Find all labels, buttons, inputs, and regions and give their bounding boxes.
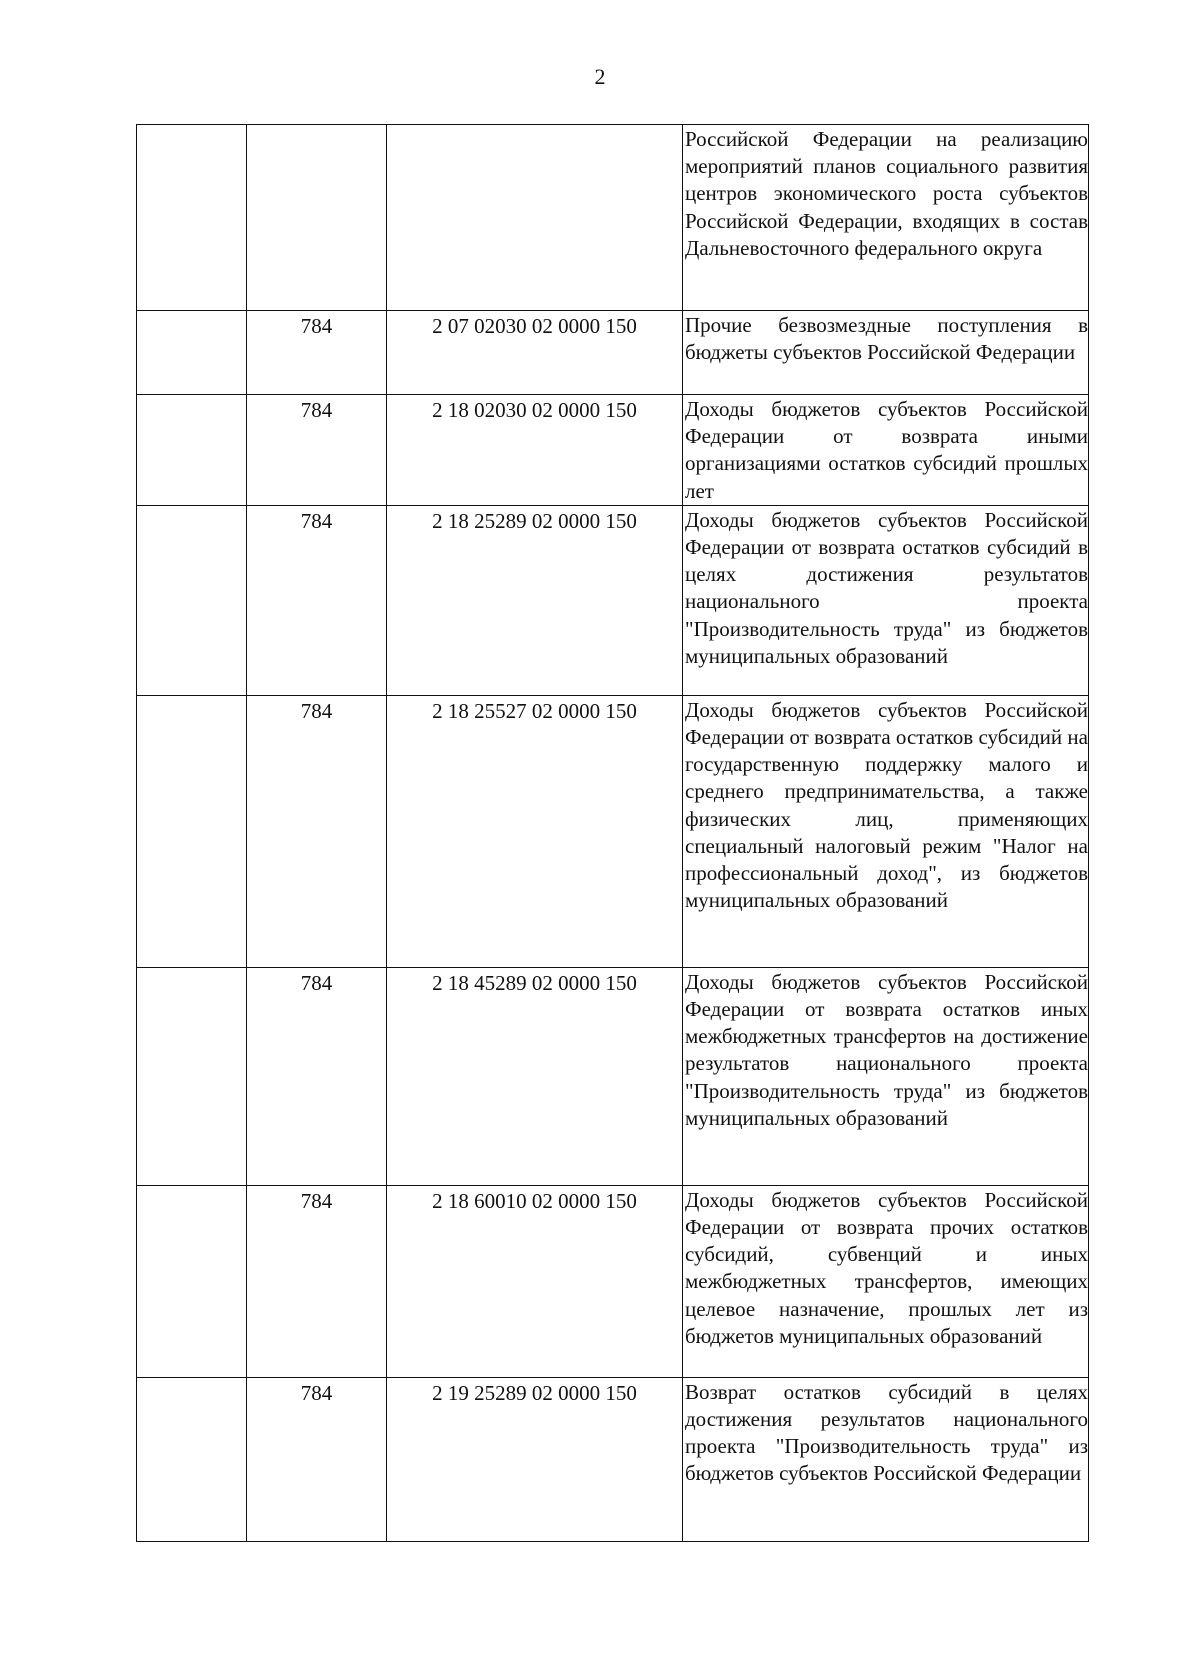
table-row <box>137 311 1089 395</box>
description-cell: Российской Федерации на реализацию мероприятий планов социального развития центров экономического роста субъектов Российской Федерации, входящих в состав Дальневосточного федерального округа <box>683 125 1089 311</box>
blank-cell <box>137 1185 247 1377</box>
kbk-code-cell: 2 18 25527 02 0000 150 <box>387 695 683 967</box>
description-cell: Доходы бюджетов субъектов Российской Федерации от возврата иными организациями остатков субсидий прошлых лет <box>683 395 1089 506</box>
admin-code-cell: 784 <box>247 505 387 695</box>
table-row <box>137 1185 1089 1377</box>
table-row <box>137 695 1089 967</box>
blank-cell <box>137 1377 247 1541</box>
kbk-code-cell: 2 18 60010 02 0000 150 <box>387 1185 683 1377</box>
kbk-code-cell: 2 19 25289 02 0000 150 <box>387 1377 683 1541</box>
blank-cell <box>137 695 247 967</box>
kbk-code-cell: 2 07 02030 02 0000 150 <box>387 311 683 395</box>
description-cell: Возврат остатков субсидий в целях достижения результатов национального проекта "Производительность труда" из бюджетов субъектов Российской Федерации <box>683 1377 1089 1541</box>
revenue-codes-table <box>136 124 1089 1542</box>
admin-code-cell: 784 <box>247 695 387 967</box>
kbk-code-cell: 2 18 02030 02 0000 150 <box>387 395 683 506</box>
kbk-code-cell <box>387 125 683 311</box>
table-row <box>137 395 1089 506</box>
admin-code-cell <box>247 125 387 311</box>
blank-cell <box>137 125 247 311</box>
admin-code-cell: 784 <box>247 395 387 506</box>
table-body <box>137 125 1089 1542</box>
admin-code-cell: 784 <box>247 1185 387 1377</box>
table-row <box>137 505 1089 695</box>
admin-code-cell: 784 <box>247 967 387 1185</box>
blank-cell <box>137 395 247 506</box>
blank-cell <box>137 505 247 695</box>
table-row <box>137 967 1089 1185</box>
table-row <box>137 1377 1089 1541</box>
description-cell: Доходы бюджетов субъектов Российской Федерации от возврата остатков субсидий в целях достижения результатов национального проекта "Производительность труда" из бюджетов муниципальных образований <box>683 505 1089 695</box>
page-number: 2 <box>594 64 606 89</box>
description-cell: Доходы бюджетов субъектов Российской Федерации от возврата остатков иных межбюджетных трансфертов на достижение результатов национального проекта "Производительность труда" из бюджетов муниципальных образований <box>683 967 1089 1185</box>
admin-code-cell: 784 <box>247 1377 387 1541</box>
blank-cell <box>137 967 247 1185</box>
kbk-code-cell: 2 18 25289 02 0000 150 <box>387 505 683 695</box>
table-row <box>137 125 1089 311</box>
description-cell: Доходы бюджетов субъектов Российской Федерации от возврата остатков субсидий на государственную поддержку малого и среднего предпринимательства, а также физических лиц, применяющих специальный налоговый режим "Налог на профессиональный доход", из бюджетов муниципальных образований <box>683 695 1089 967</box>
admin-code-cell: 784 <box>247 311 387 395</box>
description-cell: Прочие безвозмездные поступления в бюджеты субъектов Российской Федерации <box>683 311 1089 395</box>
description-cell: Доходы бюджетов субъектов Российской Федерации от возврата прочих остатков субсидий, субвенций и иных межбюджетных трансфертов, имеющих целевое назначение, прошлых лет из бюджетов муниципальных образований <box>683 1185 1089 1377</box>
blank-cell <box>137 311 247 395</box>
kbk-code-cell: 2 18 45289 02 0000 150 <box>387 967 683 1185</box>
